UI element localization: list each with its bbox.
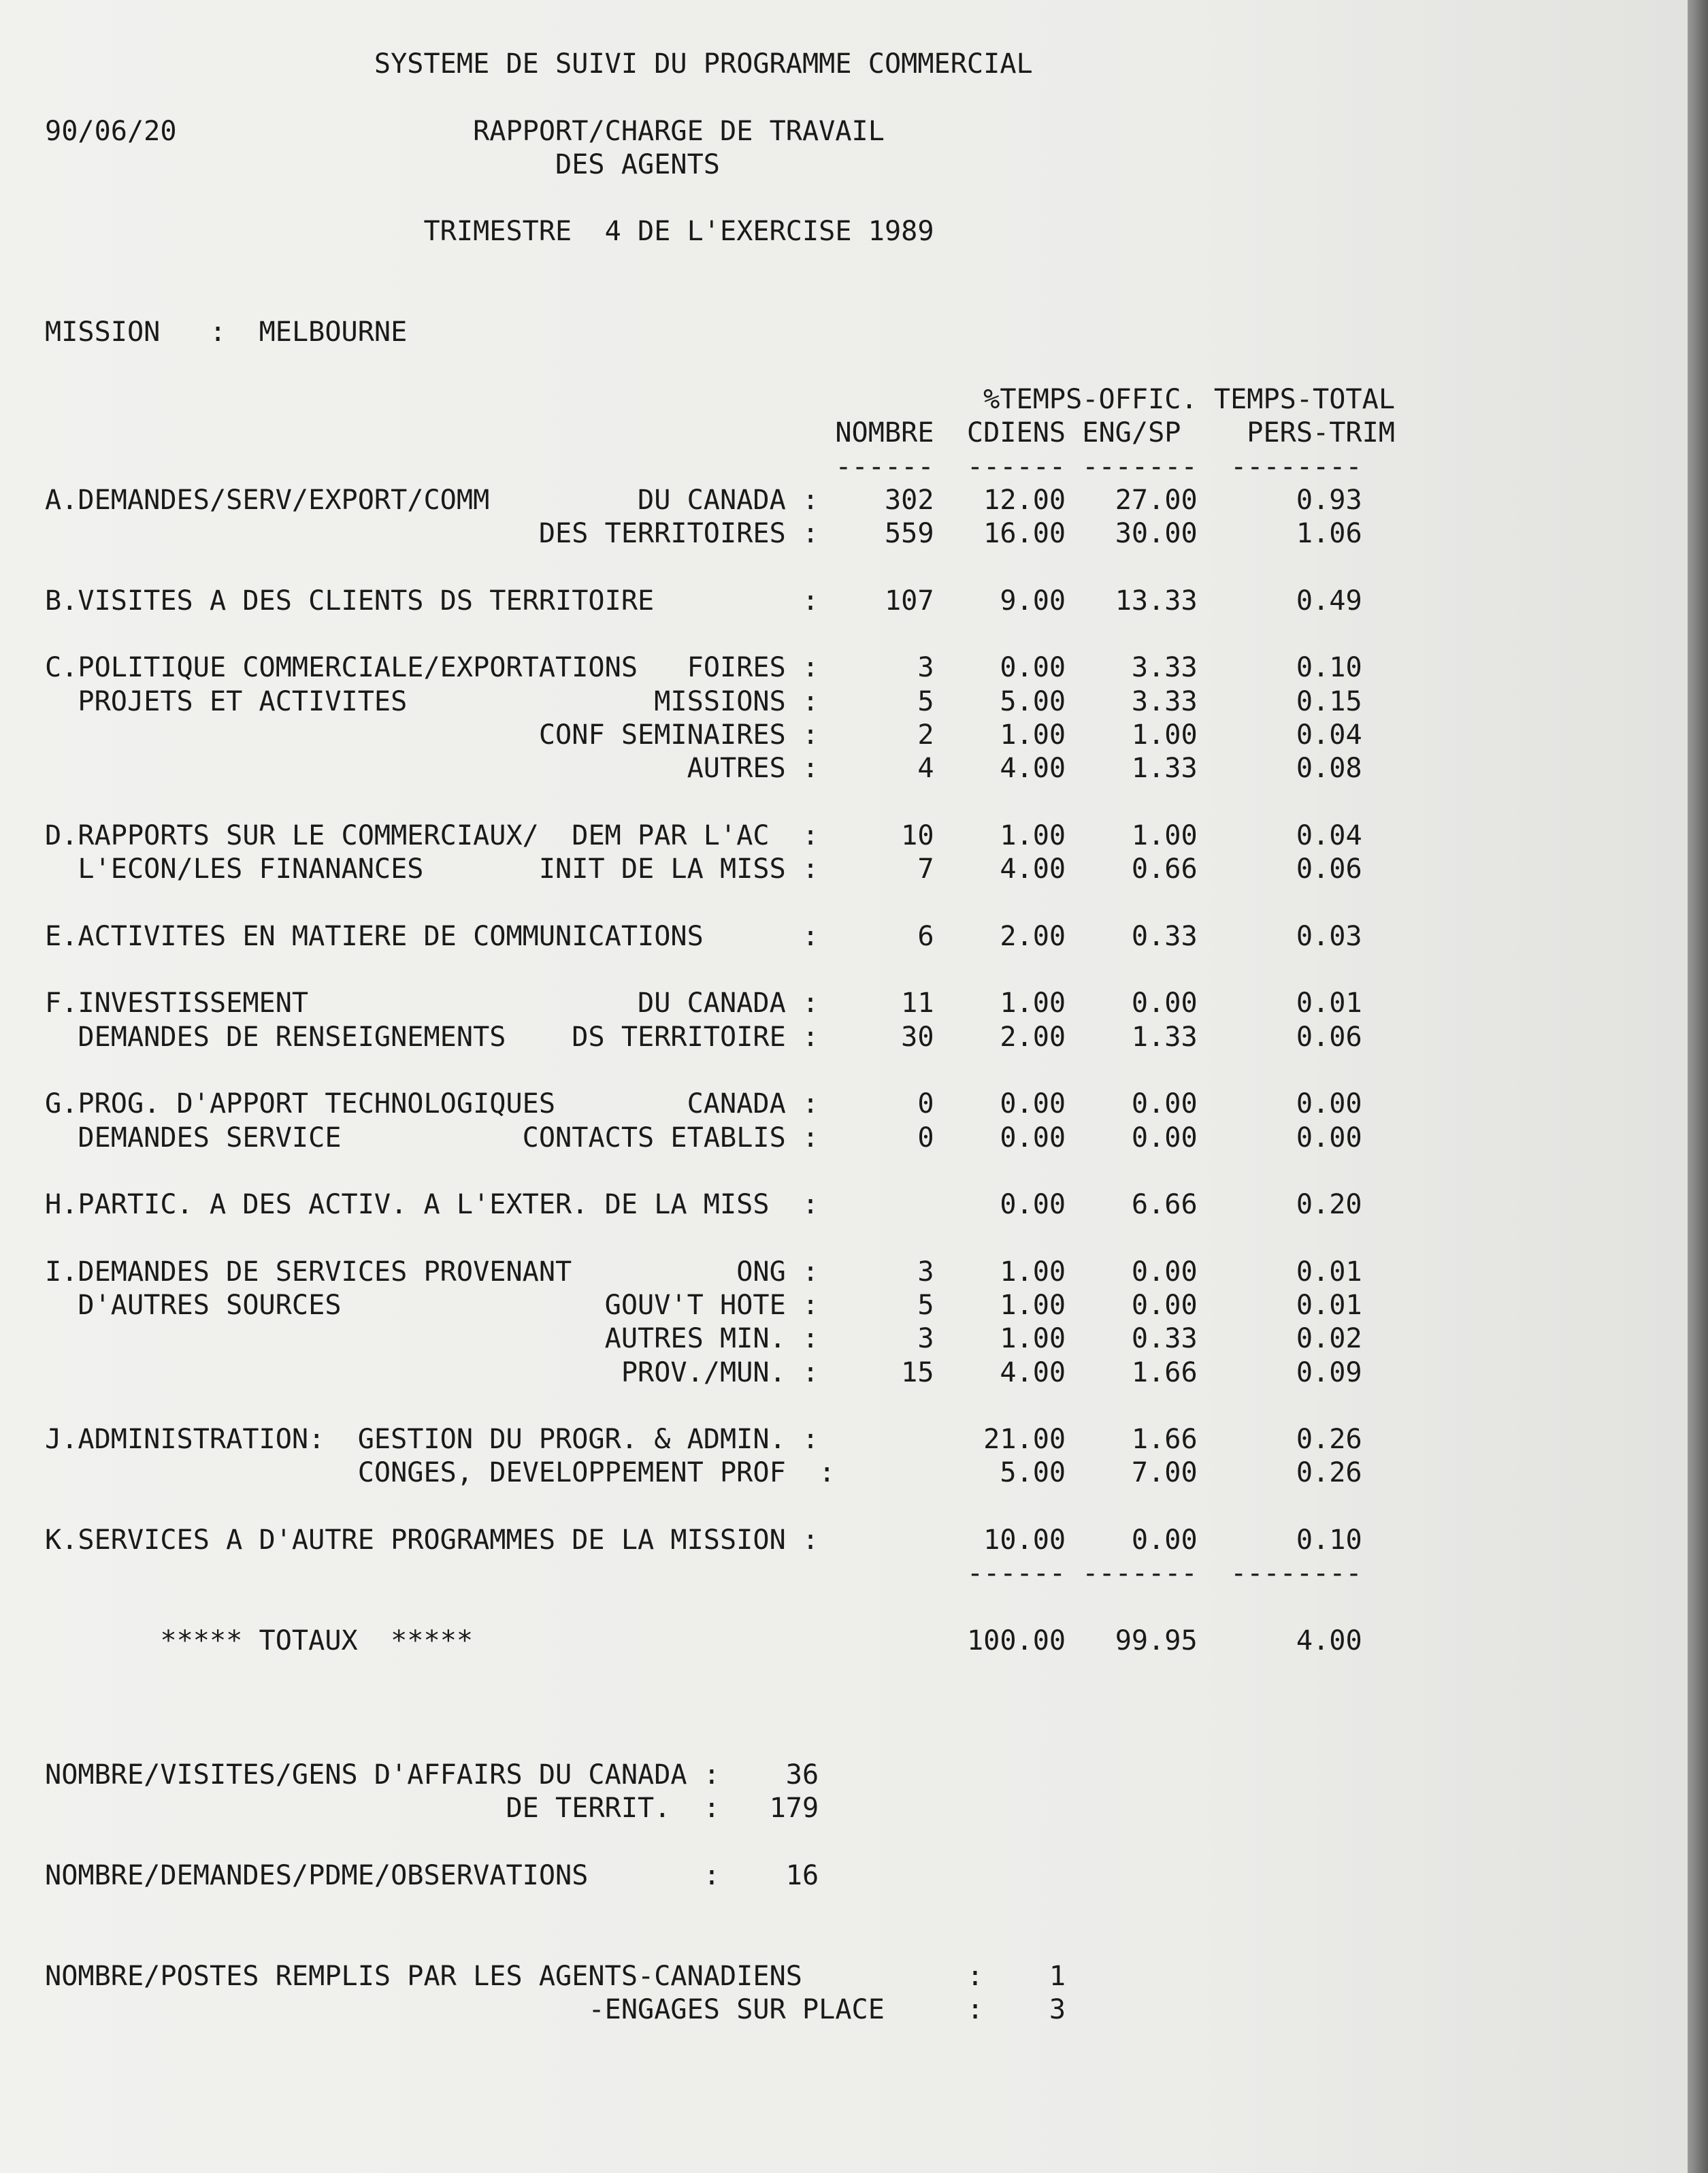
row-eng-sp: 30.00 [1115,518,1198,550]
blank-line [45,1692,1395,1725]
col-pers-trim: PERS-TRIM [1247,417,1396,449]
table-row [45,1322,1395,1356]
col-eng-sp: ENG/SP [1082,417,1181,449]
row-nombre: 0 [917,1088,934,1120]
blank-line [45,1222,1395,1255]
report-document [45,48,1395,2027]
row-cdiens: 9.00 [1000,585,1066,617]
report-period: TRIMESTRE 4 DE L'EXERCISE 1989 [423,216,934,248]
table-row [45,1021,1395,1054]
table-row [45,819,1395,853]
row-cdiens: 0.00 [1000,652,1066,684]
report-title-2: DES AGENTS [555,148,720,180]
rule-cdiens: ------ [966,451,1066,483]
row-eng-sp: 3.33 [1131,685,1198,717]
visites-canada: 36 [785,1759,819,1791]
demandes-line [45,1859,1395,1893]
row-cdiens: 5.00 [1000,1457,1066,1489]
row-label: PROJETS ET ACTIVITES [45,685,408,717]
row-label: B.VISITES A DES CLIENTS DS TERRITOIRE [45,585,655,617]
row-temps-total: 0.10 [1296,652,1362,684]
blank-line [45,1591,1395,1624]
row-label: G.PROG. D'APPORT TECHNOLOGIQUES [45,1088,556,1120]
postes-engages: 3 [1049,1994,1066,2026]
mission-label: MISSION [45,316,161,348]
visites-line [45,1759,1395,1792]
row-nombre: 302 [884,484,934,516]
row-nombre: 2 [917,719,934,751]
blank-line [45,282,1395,316]
row-subcategory: AUTRES MIN. : [604,1323,819,1355]
row-nombre: 0 [917,1122,934,1154]
postes-label: NOMBRE/POSTES REMPLIS PAR LES AGENTS-CANADIENS [45,1960,802,1992]
row-cdiens: 0.00 [1000,1122,1066,1154]
blank-line [45,618,1395,651]
table-row [45,1188,1395,1222]
row-temps-total: 0.08 [1296,753,1362,785]
table-row [45,1088,1395,1121]
blank-line [45,1725,1395,1759]
mission-sep: : [209,316,227,348]
row-label: J.ADMINISTRATION: GESTION DU PROGR. & ADMIN. [45,1424,786,1456]
system-title-line [45,48,1395,81]
totals-rule-cdiens: ------ [966,1558,1066,1590]
totals-label: ***** TOTAUX ***** [160,1624,474,1656]
row-eng-sp: 0.00 [1131,1256,1198,1288]
row-cdiens: 0.00 [1000,1088,1066,1120]
row-temps-total: 0.04 [1296,719,1362,751]
table-row [45,1423,1395,1456]
row-eng-sp: 0.00 [1131,1524,1198,1556]
postes-sep-2: : [966,1994,984,2026]
totals-line [45,1624,1395,1658]
table-row [45,484,1395,517]
row-nombre: 11 [901,987,934,1019]
table-row [45,1289,1395,1322]
row-cdiens: 10.00 [983,1524,1066,1556]
row-cdiens: 16.00 [983,518,1066,550]
table-row [45,853,1395,886]
row-temps-total: 0.49 [1296,585,1362,617]
row-subcategory: : [802,920,819,952]
row-label: CONGES, DEVELOPPEMENT PROF [45,1457,786,1489]
blank-line [45,1155,1395,1188]
row-subcategory: INIT DE LA MISS : [538,853,819,885]
row-eng-sp: 0.66 [1131,853,1198,885]
table-row [45,1256,1395,1289]
table-row [45,719,1395,752]
row-cdiens: 2.00 [1000,920,1066,952]
blank-line [45,182,1395,215]
row-nombre: 559 [884,518,934,550]
totals-rule-eng: ------- [1082,1558,1198,1590]
row-eng-sp: 1.66 [1131,1356,1198,1388]
row-temps-total: 0.15 [1296,685,1362,717]
row-cdiens: 0.00 [1000,1189,1066,1221]
row-subcategory: FOIRES : [687,652,819,684]
row-cdiens: 1.00 [1000,987,1066,1019]
row-subcategory: : [785,1457,836,1489]
visites-label: NOMBRE/VISITES/GENS D'AFFAIRS DU CANADA : [45,1759,720,1791]
table-row [45,1524,1395,1557]
blank-line [45,249,1395,282]
row-eng-sp: 3.33 [1131,652,1198,684]
row-label: H.PARTIC. A DES ACTIV. A L'EXTER. DE LA MISS [45,1189,770,1221]
row-nombre: 107 [884,585,934,617]
system-title: SYSTEME DE SUIVI DU PROGRAMME COMMERCIAL [374,48,1033,80]
row-subcategory: DES TERRITOIRES : [538,518,819,550]
title-line-2 [45,148,1395,182]
blank-line [45,1054,1395,1088]
demandes-label: NOMBRE/DEMANDES/PDME/OBSERVATIONS [45,1860,589,1892]
row-label: D'AUTRES SOURCES [45,1289,342,1321]
row-temps-total: 0.09 [1296,1356,1362,1388]
row-eng-sp: 1.33 [1131,753,1198,785]
blank-line [45,350,1395,383]
territ-label: DE TERRIT. : [506,1793,721,1825]
row-eng-sp: 0.00 [1131,987,1198,1019]
row-temps-total: 1.06 [1296,518,1362,550]
table-row [45,585,1395,618]
territ-line [45,1792,1395,1825]
row-cdiens: 1.00 [1000,1323,1066,1355]
row-label: DEMANDES DE RENSEIGNEMENTS [45,1021,506,1053]
table-row [45,517,1395,551]
row-subcategory: PROV./MUN. : [621,1356,819,1388]
row-cdiens: 4.00 [1000,1356,1066,1388]
row-subcategory: : [802,1524,819,1556]
row-temps-total: 0.04 [1296,819,1362,851]
row-temps-total: 0.00 [1296,1122,1362,1154]
row-eng-sp: 13.33 [1115,585,1198,617]
row-eng-sp: 0.33 [1131,920,1198,952]
demandes-sep: : [703,1860,721,1892]
row-temps-total: 0.02 [1296,1323,1362,1355]
row-eng-sp: 27.00 [1115,484,1198,516]
row-label: C.POLITIQUE COMMERCIALE/EXPORTATIONS [45,652,638,684]
table-row [45,651,1395,685]
row-temps-total: 0.10 [1296,1524,1362,1556]
row-temps-total: 0.06 [1296,1021,1362,1053]
row-eng-sp: 6.66 [1131,1189,1198,1221]
row-cdiens: 1.00 [1000,819,1066,851]
row-nombre: 30 [901,1021,934,1053]
row-temps-total: 0.06 [1296,853,1362,885]
row-subcategory: ONG : [736,1256,819,1288]
row-temps-total: 0.00 [1296,1088,1362,1120]
row-temps-total: 0.03 [1296,920,1362,952]
row-subcategory: CONTACTS ETABLIS : [522,1122,819,1154]
row-eng-sp: 1.00 [1131,819,1198,851]
column-header-line-1 [45,383,1395,416]
demandes-value: 16 [785,1860,819,1892]
row-nombre: 15 [901,1356,934,1388]
row-cdiens: 5.00 [1000,685,1066,717]
row-label: L'ECON/LES FINANANCES [45,853,424,885]
row-eng-sp: 7.00 [1131,1457,1198,1489]
blank-line [45,953,1395,987]
engages-line [45,1993,1395,2027]
row-cdiens: 1.00 [1000,1256,1066,1288]
blank-line [45,551,1395,584]
blank-line [45,1390,1395,1423]
row-cdiens: 4.00 [1000,753,1066,785]
row-subcategory: MISSIONS : [654,685,819,717]
blank-line [45,1927,1395,1960]
row-eng-sp: 0.00 [1131,1122,1198,1154]
mission-line [45,316,1395,349]
table-row [45,1456,1395,1490]
row-temps-total: 0.01 [1296,1289,1362,1321]
rule-temps: -------- [1230,451,1362,483]
row-cdiens: 21.00 [983,1424,1066,1456]
row-label: F.INVESTISSEMENT [45,987,309,1019]
row-label: K.SERVICES A D'AUTRE PROGRAMMES DE LA MISSION [45,1524,786,1556]
totals-rule-line [45,1557,1395,1590]
row-nombre: 7 [917,853,934,885]
table-row [45,987,1395,1020]
row-cdiens: 1.00 [1000,1289,1066,1321]
row-subcategory: : [802,1189,819,1221]
table-row [45,920,1395,953]
blank-line [45,1893,1395,1926]
row-subcategory: DEM PAR L'AC : [572,819,819,851]
row-eng-sp: 0.00 [1131,1289,1198,1321]
totals-temps-total: 4.00 [1296,1624,1362,1656]
row-nombre: 3 [917,1256,934,1288]
period-line [45,215,1395,248]
table-row [45,1356,1395,1390]
column-header-line-2 [45,416,1395,450]
report-date: 90/06/20 [45,115,177,147]
rule-eng: ------- [1082,451,1198,483]
row-temps-total: 0.01 [1296,1256,1362,1288]
row-eng-sp: 0.33 [1131,1323,1198,1355]
row-label: DEMANDES SERVICE [45,1122,342,1154]
engages-label: -ENGAGES SUR PLACE [588,1994,885,2026]
row-eng-sp: 1.33 [1131,1021,1198,1053]
row-nombre: 10 [901,819,934,851]
blank-line [45,1658,1395,1691]
totals-eng-sp: 99.95 [1115,1624,1198,1656]
row-temps-total: 0.93 [1296,484,1362,516]
row-label: A.DEMANDES/SERV/EXPORT/COMM [45,484,490,516]
table-row [45,685,1395,719]
row-nombre: 4 [917,753,934,785]
row-subcategory: DU CANADA : [638,987,819,1019]
row-subcategory: CANADA : [687,1088,819,1120]
row-temps-total: 0.26 [1296,1424,1362,1456]
row-label: I.DEMANDES DE SERVICES PROVENANT [45,1256,572,1288]
totals-rule-temps: -------- [1230,1558,1362,1590]
row-label: E.ACTIVITES EN MATIERE DE COMMUNICATIONS [45,920,704,952]
page-edge-shadow [1688,0,1708,2173]
blank-line [45,1826,1395,1859]
visites-territ: 179 [769,1793,819,1825]
row-nombre: 5 [917,1289,934,1321]
row-temps-total: 0.26 [1296,1457,1362,1489]
row-cdiens: 4.00 [1000,853,1066,885]
row-subcategory: : [802,585,819,617]
postes-sep-1: : [966,1960,984,1992]
postes-line [45,1960,1395,1993]
row-cdiens: 1.00 [1000,719,1066,751]
postes-canadiens: 1 [1049,1960,1066,1992]
row-subcategory: : [802,1424,819,1456]
mission-value: MELBOURNE [259,316,408,348]
row-subcategory: DU CANADA : [638,484,819,516]
row-nombre: 6 [917,920,934,952]
row-cdiens: 2.00 [1000,1021,1066,1053]
row-nombre: 3 [917,1323,934,1355]
totals-cdiens: 100.00 [966,1624,1066,1656]
row-cdiens: 12.00 [983,484,1066,516]
col-temps-total: TEMPS-TOTAL [1213,383,1396,415]
row-temps-total: 0.01 [1296,987,1362,1019]
row-subcategory: DS TERRITOIRE : [572,1021,819,1053]
col-nombre: NOMBRE [835,417,934,449]
table-row [45,752,1395,785]
report-title-1: RAPPORT/CHARGE DE TRAVAIL [473,115,885,147]
rule-nombre: ------ [835,451,934,483]
row-eng-sp: 0.00 [1131,1088,1198,1120]
date-title-line [45,115,1395,148]
row-temps-total: 0.20 [1296,1189,1362,1221]
row-nombre: 5 [917,685,934,717]
row-subcategory: AUTRES : [687,753,819,785]
blank-line [45,786,1395,819]
table-row [45,1122,1395,1155]
row-label: D.RAPPORTS SUR LE COMMERCIAUX/ [45,819,539,851]
col-cdiens: CDIENS [966,417,1066,449]
row-eng-sp: 1.66 [1131,1424,1198,1456]
blank-line [45,81,1395,114]
column-rule-line [45,451,1395,484]
row-eng-sp: 1.00 [1131,719,1198,751]
row-nombre: 3 [917,652,934,684]
blank-line [45,886,1395,919]
col-pct-temps: %TEMPS-OFFIC. [983,383,1198,415]
row-subcategory: GOUV'T HOTE : [604,1289,819,1321]
blank-line [45,1490,1395,1524]
row-subcategory: CONF SEMINAIRES : [538,719,819,751]
